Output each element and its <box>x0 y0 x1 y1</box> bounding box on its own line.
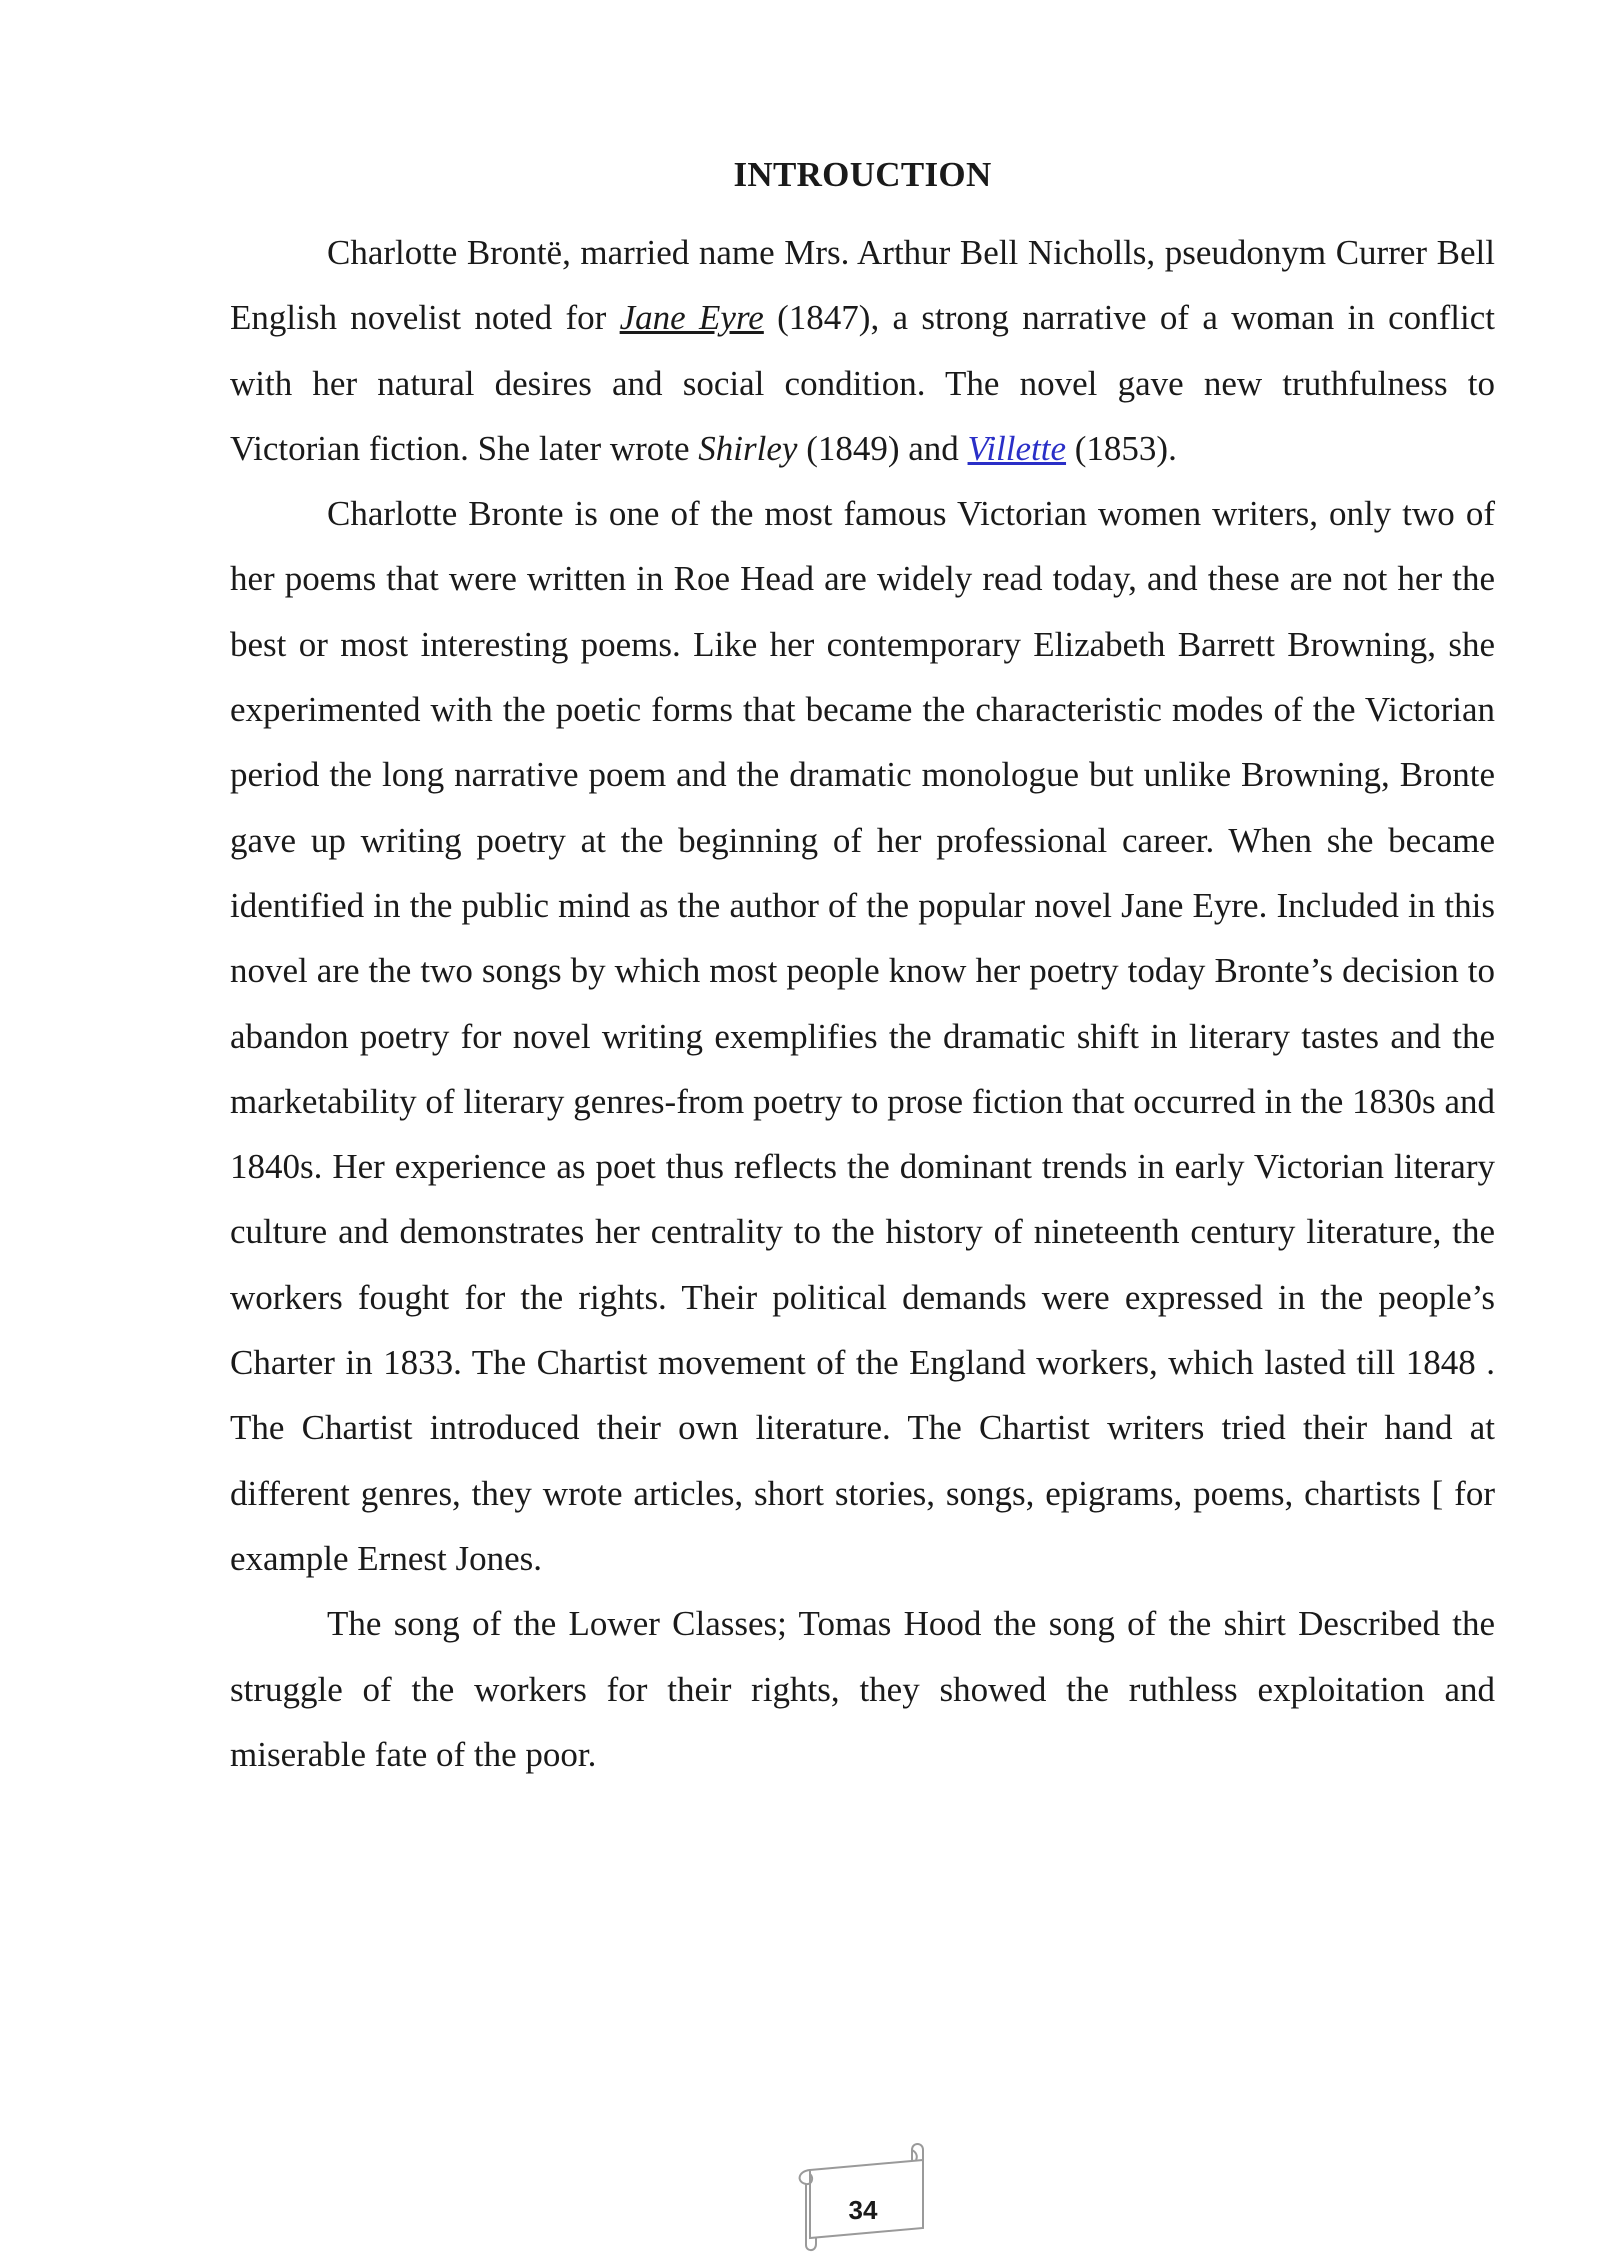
document-page <box>230 150 1495 1787</box>
paragraph-1-text-e: (1853). <box>1066 428 1177 468</box>
villette-link[interactable]: Villette <box>967 428 1067 468</box>
paragraph-1-text-d: (1849) and <box>797 428 968 468</box>
paragraph-2: Charlotte Bronte is one of the most famous Victorian women writers, only two of her poems that were written in Roe Head are widely read today, and these are not her the best or most interesting poems. Like her contemporary Elizabeth Barrett Browning, she experimented with the poetic forms that became the characteristic modes of the Victorian period the long narrative poem and the dramatic monologue but unlike Browning, Bronte gave up writing poetry at the beginning of her professional career. When she became identified in the public mind as the author of the popular novel Jane Eyre. Included in this novel are the two songs by which most people know her poetry today Bronte’s decision to abandon poetry for novel writing exemplifies the dramatic shift in literary tastes and the marketability of literary genres-from poetry to prose fiction that occurred in the 1830s and 1840s. Her experience as poet thus reflects the dominant trends in early Victorian literary culture and demonstrates her centrality to the history of nineteenth century literature, the workers fought for the rights. Their political demands were expressed in the people’s Charter in 1833. The Chartist movement of the England workers, which lasted till 1848 . The Chartist introduced their own literature. The Chartist writers tried their hand at different genres, they wrote articles, short stories, songs, epigrams, poems, chartists [ for example Ernest Jones. <box>230 494 1495 1578</box>
book-title-jane-eyre: Jane Eyre <box>619 298 764 338</box>
author-name: Charlotte Brontë <box>327 233 563 272</box>
paragraph-3: The song of the Lower Classes; Tomas Hood the song of the shirt Described the struggle of the workers for their rights, they showed the ruthless exploitation and miserable fate of the poor. <box>230 1604 1495 1774</box>
paragraph-1 <box>230 220 1495 481</box>
paragraph-1-text-b: , pseudonym Currer Bell English novelist noted for <box>230 233 1495 338</box>
page-number: 34 <box>848 2195 878 2225</box>
paragraph-1-text-c: (1847), a strong narrative of a woman in conflict with her natural desires and social condition. The novel gave new truthfulness to Victorian fiction. She later wrote <box>230 298 1495 468</box>
book-title-shirley: Shirley <box>698 428 798 468</box>
page-number-scroll <box>788 2140 938 2255</box>
paragraph-1-text-a: , married name Mrs. Arthur Bell Nicholls <box>562 233 1147 272</box>
page-title: INTROUCTION <box>733 155 992 194</box>
